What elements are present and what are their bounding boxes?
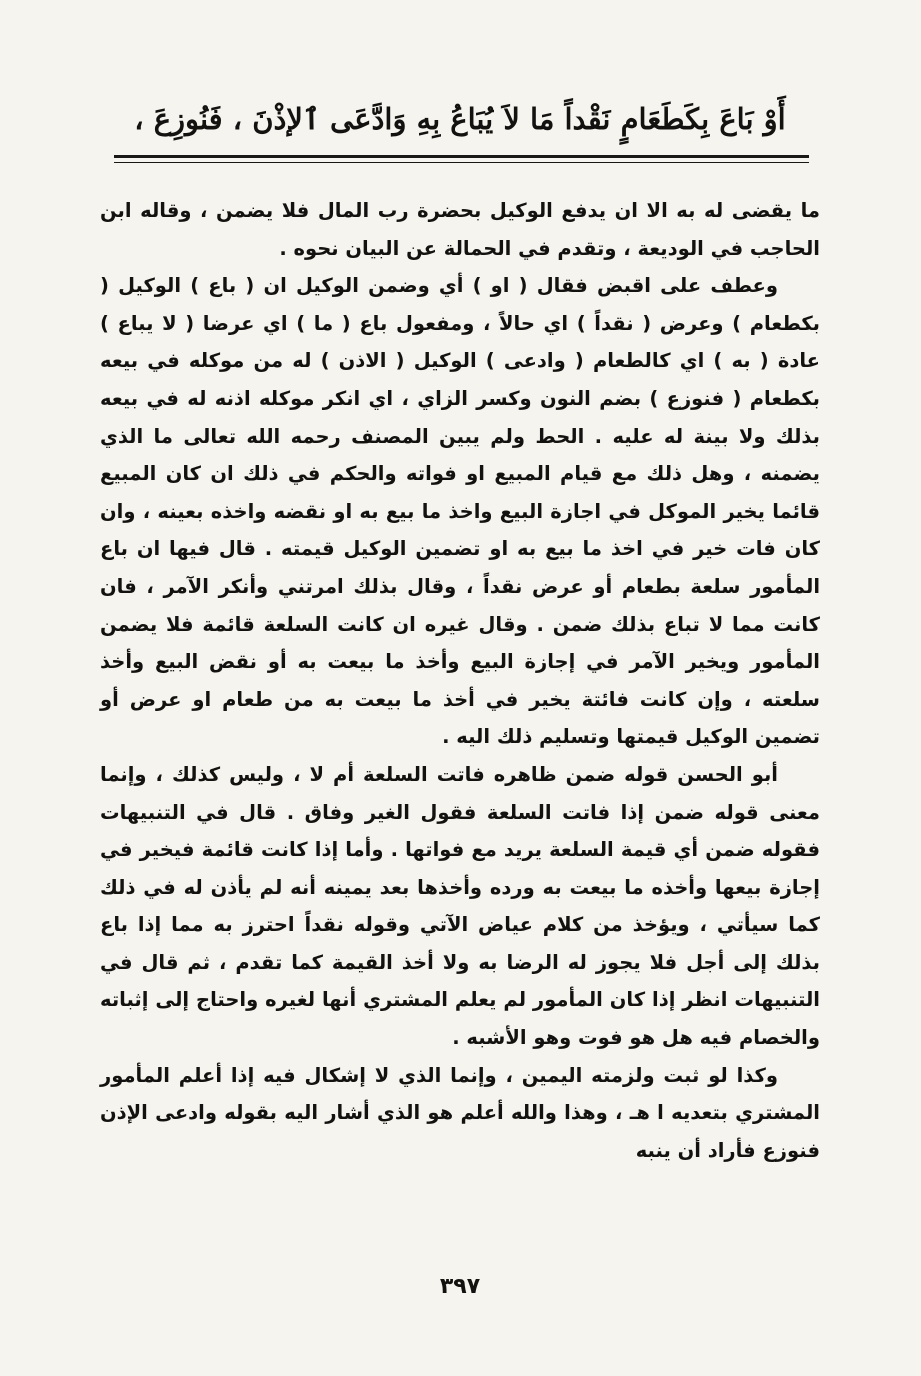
header-rule-thin (114, 162, 809, 163)
commentary-body (100, 192, 820, 1169)
paragraph-3: أبو الحسن قوله ضمن ظاهره فاتت السلعة أم لا ، وليس كذلك ، وإنما معنى قوله ضمن إذا فاتت السلعة فقول الغير وفاق . قال في التنبيهات فقوله ضمن أي قيمة السلعة يريد مع فواتها . وأما إذا كانت قائمة فيخير في إجازة بيعها وأخذه ما بيعت به ورده وأخذها بعد يمينه أنه لم يأذن له في ذلك كما سيأتي ، ويؤخذ من كلام عياض الآتي وقوله نقداً احترز به مما إذا باع بذلك إلى أجل فلا يجوز له الرضا به ولا أخذ القيمة كما تقدم ، ثم قال في التنبيهات انظر إذا كان المأمور لم يعلم المشتري أنها لغيره واحتاج إلى إثباته والخصام فيه هل هو فوت وهو الأشبه . (100, 762, 820, 1050)
page-header-verse: أَوْ بَاعَ بِكَطَعَامٍ نَقْداً مَا لاَ يُبَاعُ بِهِ وَادَّعَى ٱلإذْنَ ، فَنُوزِعَ ، (134, 102, 786, 136)
page-number: ٣٩٧ (439, 1274, 481, 1299)
paragraph-2: وعطف على اقبض فقال ( او ) أي وضمن الوكيل ان ( باع ) الوكيل ( بكطعام ) وعرض ( نقداً ) اي حالاً ، ومفعول باع ( ما ) اي عرضا ( لا يباع ) عادة ( به ) اي كالطعام ( وادعى ) الوكيل ( الاذن ) له من موكله في بيعه بكطعام ( فنوزع ) بضم النون وكسر الزاي ، اي انكر موكله اذنه له في بيعه بذلك ولا بينة له عليه . الحط ولم يبين المصنف رحمه الله تعالى ما الذي يضمنه ، وهل ذلك مع قيام المبيع او فواته والحكم في ذلك ان كان المبيع قائما يخير الموكل في اجازة البيع واخذ ما بيع به او نقضه واخذه بعينه ، وان كان فات خير في اخذ ما بيع به او تضمين الوكيل قيمته . قال فيها ان باع المأمور سلعة بطعام أو عرض نقداً ، وقال بذلك امرتني وأنكر الآمر ، فان كانت مما لا تباع بذلك ضمن . وقال غيره ان كانت السلعة قائمة فلا يضمن المأمور ويخير الآمر في إجازة البيع وأخذ ما بيعت به أو نقض البيع وأخذ سلعته ، وإن كانت فائتة يخير في أخذ ما بيعت به من طعام او عرض أو تضمين الوكيل قيمتها وتسليم ذلك اليه . (100, 274, 820, 749)
paragraph-4: وكذا لو ثبت ولزمته اليمين ، وإنما الذي لا إشكال فيه إذا أعلم المأمور المشتري بتعديه ا هـ ، وهذا والله أعلم هو الذي أشار اليه بقوله وادعى الإذن فنوزع فأراد أن ينبه (100, 1063, 820, 1162)
header-rule-thick (114, 155, 809, 158)
paragraph-1: ما يقضى له به الا ان يدفع الوكيل بحضرة رب المال فلا يضمن ، وقاله ابن الحاجب في الوديعة ، وتقدم في الحمالة عن البيان نحوه . (100, 199, 820, 260)
